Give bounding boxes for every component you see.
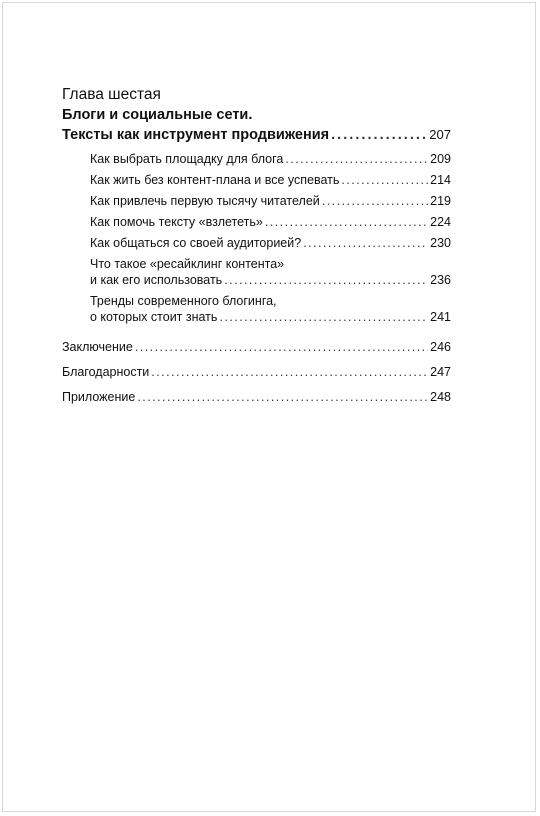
- toc-entry-subsection[interactable]: [90, 193, 451, 209]
- leader-dots: [219, 309, 428, 325]
- chapter-label: Глава шестая: [62, 86, 161, 103]
- entry-title: Приложение: [62, 390, 136, 404]
- entry-title: Как жить без контент-плана и все успевать: [90, 173, 340, 187]
- table-of-contents: [62, 85, 451, 414]
- leader-dots: [137, 389, 428, 405]
- page-number: 236: [430, 273, 451, 287]
- toc-entry-subsection[interactable]: [90, 172, 451, 188]
- page-number: 209: [430, 152, 451, 166]
- toc-entry-back-matter[interactable]: [62, 339, 451, 355]
- leader-dots: [224, 272, 428, 288]
- page-number: 219: [430, 194, 451, 208]
- back-matter-list: [62, 339, 451, 405]
- page-number: 224: [430, 215, 451, 229]
- toc-entry-subsection[interactable]: [90, 235, 451, 251]
- page-number: 247: [430, 365, 451, 379]
- toc-entry-chapter[interactable]: [62, 125, 451, 145]
- leader-dots: [151, 364, 428, 380]
- toc-entry-subsection[interactable]: [90, 256, 451, 288]
- leader-dots: [331, 125, 427, 145]
- entry-title: Заключение: [62, 340, 133, 354]
- toc-entry-back-matter[interactable]: [62, 364, 451, 380]
- entry-title: Как привлечь первую тысячу читателей: [90, 194, 320, 208]
- entry-title: Благодарности: [62, 365, 150, 379]
- chapter-title-line1: Блоги и социальные сети.: [62, 107, 253, 123]
- leader-dots: [285, 151, 428, 167]
- toc-entry-subsection[interactable]: [90, 214, 451, 230]
- toc-entry-subsection[interactable]: [90, 293, 451, 325]
- entry-title-line2: и как его использовать: [90, 273, 223, 287]
- toc-entry-subsection[interactable]: [90, 151, 451, 167]
- subsection-list: [90, 151, 451, 325]
- page-number: 248: [430, 390, 451, 404]
- page-number: 214: [430, 173, 451, 187]
- entry-title: Как выбрать площадку для блога: [90, 152, 284, 166]
- entry-title-line2: о которых стоит знать: [90, 310, 218, 324]
- chapter-title-line2: Тексты как инструмент продвижения: [62, 127, 330, 143]
- toc-entry-back-matter[interactable]: [62, 389, 451, 405]
- page-number: 230: [430, 236, 451, 250]
- leader-dots: [303, 235, 428, 251]
- entry-title: Как помочь тексту «взлететь»: [90, 215, 263, 229]
- entry-title-line1: Тренды современного блогинга,: [90, 294, 277, 308]
- leader-dots: [135, 339, 428, 355]
- leader-dots: [341, 172, 428, 188]
- page-number: 241: [430, 310, 451, 324]
- entry-title: Как общаться со своей аудиторией?: [90, 236, 302, 250]
- leader-dots: [265, 214, 428, 230]
- entry-title-line1: Что такое «ресайклинг контента»: [90, 257, 285, 271]
- page-number: 246: [430, 340, 451, 354]
- leader-dots: [322, 193, 428, 209]
- page-number: 207: [429, 127, 451, 142]
